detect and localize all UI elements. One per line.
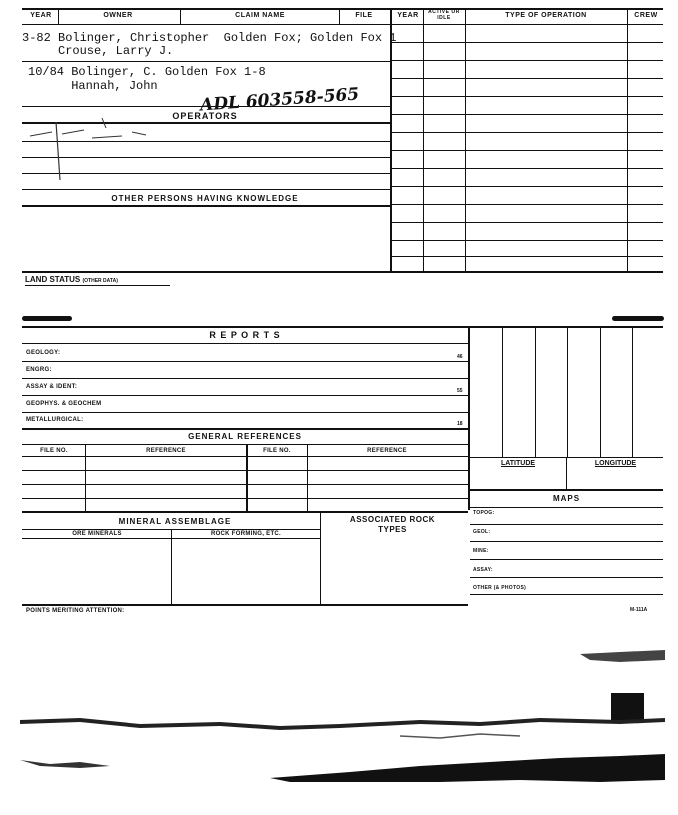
sep [180,8,181,24]
maps-topog: TOPOG: [473,510,495,516]
operators-heading: OPERATORS [172,111,238,121]
row-line [22,361,468,362]
row-line [22,470,468,471]
col-header-op-year: YEAR [397,12,419,19]
row-line [470,559,663,560]
maps-geol: GEOL: [473,529,491,535]
row-line [392,132,663,133]
reports-right-divider [468,326,470,510]
report-label-engrg: ENGRG: [26,367,52,373]
row-line [470,577,663,578]
sep [566,457,567,489]
header-bottom-line [22,24,663,25]
col-header-active-idle: ACTIVE OR IDLE [428,9,460,21]
sep [307,444,308,512]
sep [320,512,321,604]
sep [423,8,424,272]
row-line [470,541,663,542]
center-divider [390,8,392,272]
report-num-geology: 46 [457,354,463,360]
row-line [392,186,663,187]
row-line [22,511,468,513]
mineral-assemblage-heading: MINERAL ASSEMBLAGE [118,517,232,526]
sep [85,444,86,512]
report-label-geology: GEOLOGY: [26,350,61,356]
row-line [392,168,663,169]
form-number: M-111A [630,607,648,613]
claim-entry-line-4: Hannah, John [28,79,158,93]
pencil-scribble [22,110,182,190]
row-line [22,412,468,413]
row-line [22,604,468,606]
sep [535,327,536,457]
row-line [392,150,663,151]
col-header-type-of-operation: TYPE OF OPERATION [505,12,587,19]
row-line [22,456,468,457]
row-line [392,204,663,205]
row-line [470,507,663,508]
row-line [392,42,663,43]
mineral-header-ore: ORE MINERALS [72,531,122,537]
ref-header-reference-2: REFERENCE [367,448,407,454]
sep [502,327,503,457]
maps-heading: MAPS [552,494,581,503]
sep [246,444,248,512]
row-line [392,60,663,61]
reports-heading: R E P O R T S [209,330,281,340]
maps-other: OTHER (& PHOTOS) [473,585,527,591]
sep [339,8,340,24]
report-label-assay: ASSAY & IDENT: [26,384,78,390]
general-references-heading: GENERAL REFERENCES [188,432,302,441]
ref-header-reference-1: REFERENCE [146,448,186,454]
maps-mine: MINE: [473,548,489,554]
scan-artifact-streak [20,640,666,790]
top-border [22,8,663,10]
col-header-file: FILE [355,12,373,19]
latitude-label: LATITUDE [500,460,536,467]
sep [465,8,466,272]
maps-assay: ASSAY: [473,567,493,573]
row-line [470,524,663,525]
row-line [392,114,663,115]
col-header-year: YEAR [30,12,52,19]
row-line [22,61,390,62]
report-num-assay: 55 [457,388,463,394]
report-label-geophys: GEOPHYS. & GEOCHEM [26,401,102,407]
row-line [22,395,468,396]
row-line [22,498,468,499]
row-line [392,222,663,223]
row-line [392,78,663,79]
sep [632,327,633,457]
sep [600,327,601,457]
row-line [22,378,468,379]
row-line [470,489,663,491]
row-line [22,444,468,445]
sep [627,8,628,272]
row-line [22,343,468,344]
claim-entry-line-3: 10/84 Bolinger, C. Golden Fox 1-8 [28,65,266,79]
band-right-cap [612,316,664,321]
mineral-header-rock-forming: ROCK FORMING, ETC. [210,531,282,537]
col-header-claim-name: CLAIM NAME [235,12,285,19]
sep [171,529,172,604]
handwritten-adl-number: ADL 603558-565 [199,84,360,116]
row-line [22,428,468,430]
report-label-metallurgical: METALLURGICAL: [26,417,84,423]
row-line [392,256,663,257]
col-header-owner: OWNER [103,12,133,19]
longitude-label: LONGITUDE [594,460,637,467]
sep [567,327,568,457]
land-status-label: LAND STATUS (OTHER DATA) [25,275,118,284]
ref-header-file-no-1: FILE NO. [40,448,68,454]
ref-header-file-no-2: FILE NO. [263,448,291,454]
row-line [22,484,468,485]
associated-rock-types-heading: ASSOCIATED ROCK TYPES [349,515,436,534]
row-line [470,594,663,595]
section-line [22,271,663,273]
points-meriting-attention-label: POINTS MERITING ATTENTION: [26,608,125,614]
row-line [392,96,663,97]
sep [58,8,59,24]
claim-entry-line-2: Crouse, Larry J. [22,44,174,58]
row-line [22,205,390,207]
claim-entry-line-1: 3-82 Bolinger, Christopher Golden Fox; Golden Fox 1 [22,31,397,45]
col-header-crew: CREW [634,12,658,19]
band-left-cap [22,316,72,321]
row-line [392,240,663,241]
land-status-underline [25,285,170,286]
other-persons-heading: OTHER PERSONS HAVING KNOWLEDGE [111,194,299,203]
report-num-metallurgical: 18 [457,421,463,427]
